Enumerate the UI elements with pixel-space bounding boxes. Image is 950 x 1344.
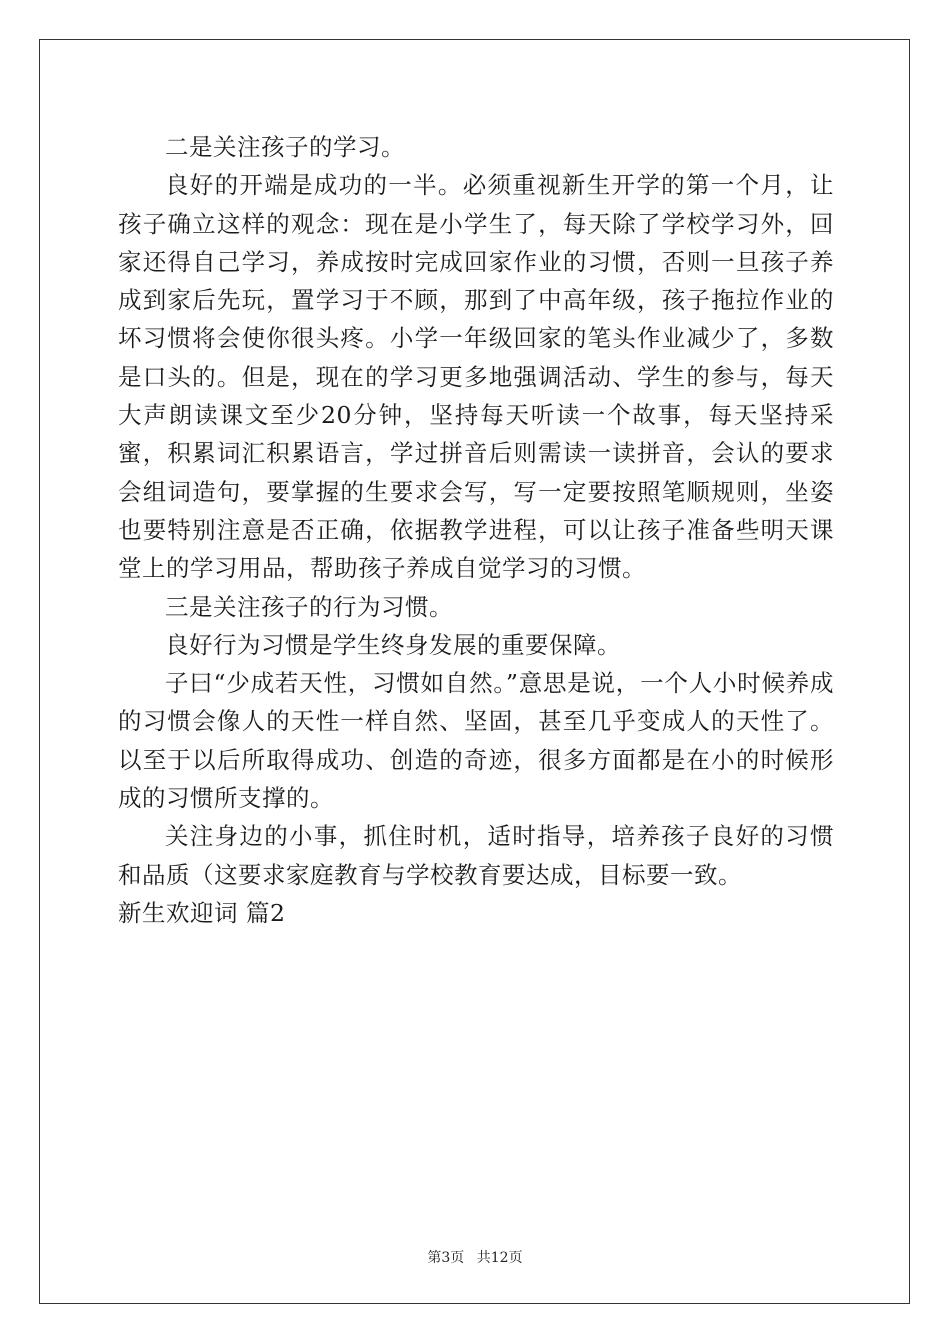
paragraph-2: 良好的开端是成功的一半。必须重视新生开学的第一个月，让孩子确立这样的观念：现在是小学生了，每天除了学校学习外，回家还得自己学习，养成按时完成回家作业的习惯，否则一旦孩子养成到家后先玩，置学习于不顾，那到了中高年级，孩子拖拉作业的坏习惯将会使你很头疼。小学一年级回家的笔头作业减少了，多数是口头的。但是，现在的学习更多地强调活动、学生的参与，每天大声朗读课文至少20分钟，坚持每天听读一个故事，每天坚持采蜜，积累词汇积累语言，学过拼音后则需读一读拼音，会认的要求会组词造句，要掌握的生要求会写，写一定要按照笔顺规则，坐姿也要特别注意是否正确，依据教学进程，可以让孩子准备些明天课堂上的学习用品，帮助孩子养成自觉学习的习惯。	[118, 171, 834, 583]
paragraph-6: 关注身边的小事，抓住时机，适时指导，培养孩子良好的习惯和品质（这要求家庭教育与学校教育要达成，目标要一致。	[118, 822, 834, 889]
paragraph-5: 子曰“少成若天性，习惯如自然。”意思是说，一个人小时候养成的习惯会像人的天性一样自然、坚固，甚至几乎变成人的天性了。以至于以后所取得成功、创造的奇迹，很多方面都是在小的时候形成的习惯所支撑的。	[118, 669, 834, 813]
total-pages: 共12页	[476, 1250, 523, 1266]
section-heading: 新生欢迎词 篇2	[118, 898, 286, 927]
document-body	[118, 128, 834, 932]
paragraph-3: 三是关注孩子的行为习惯。	[165, 592, 453, 621]
page-footer	[0, 1249, 950, 1267]
page-number: 第3页	[427, 1250, 465, 1266]
paragraph-4: 良好行为习惯是学生终身发展的重要保障。	[165, 630, 621, 659]
paragraph-1: 二是关注孩子的学习。	[165, 133, 405, 161]
